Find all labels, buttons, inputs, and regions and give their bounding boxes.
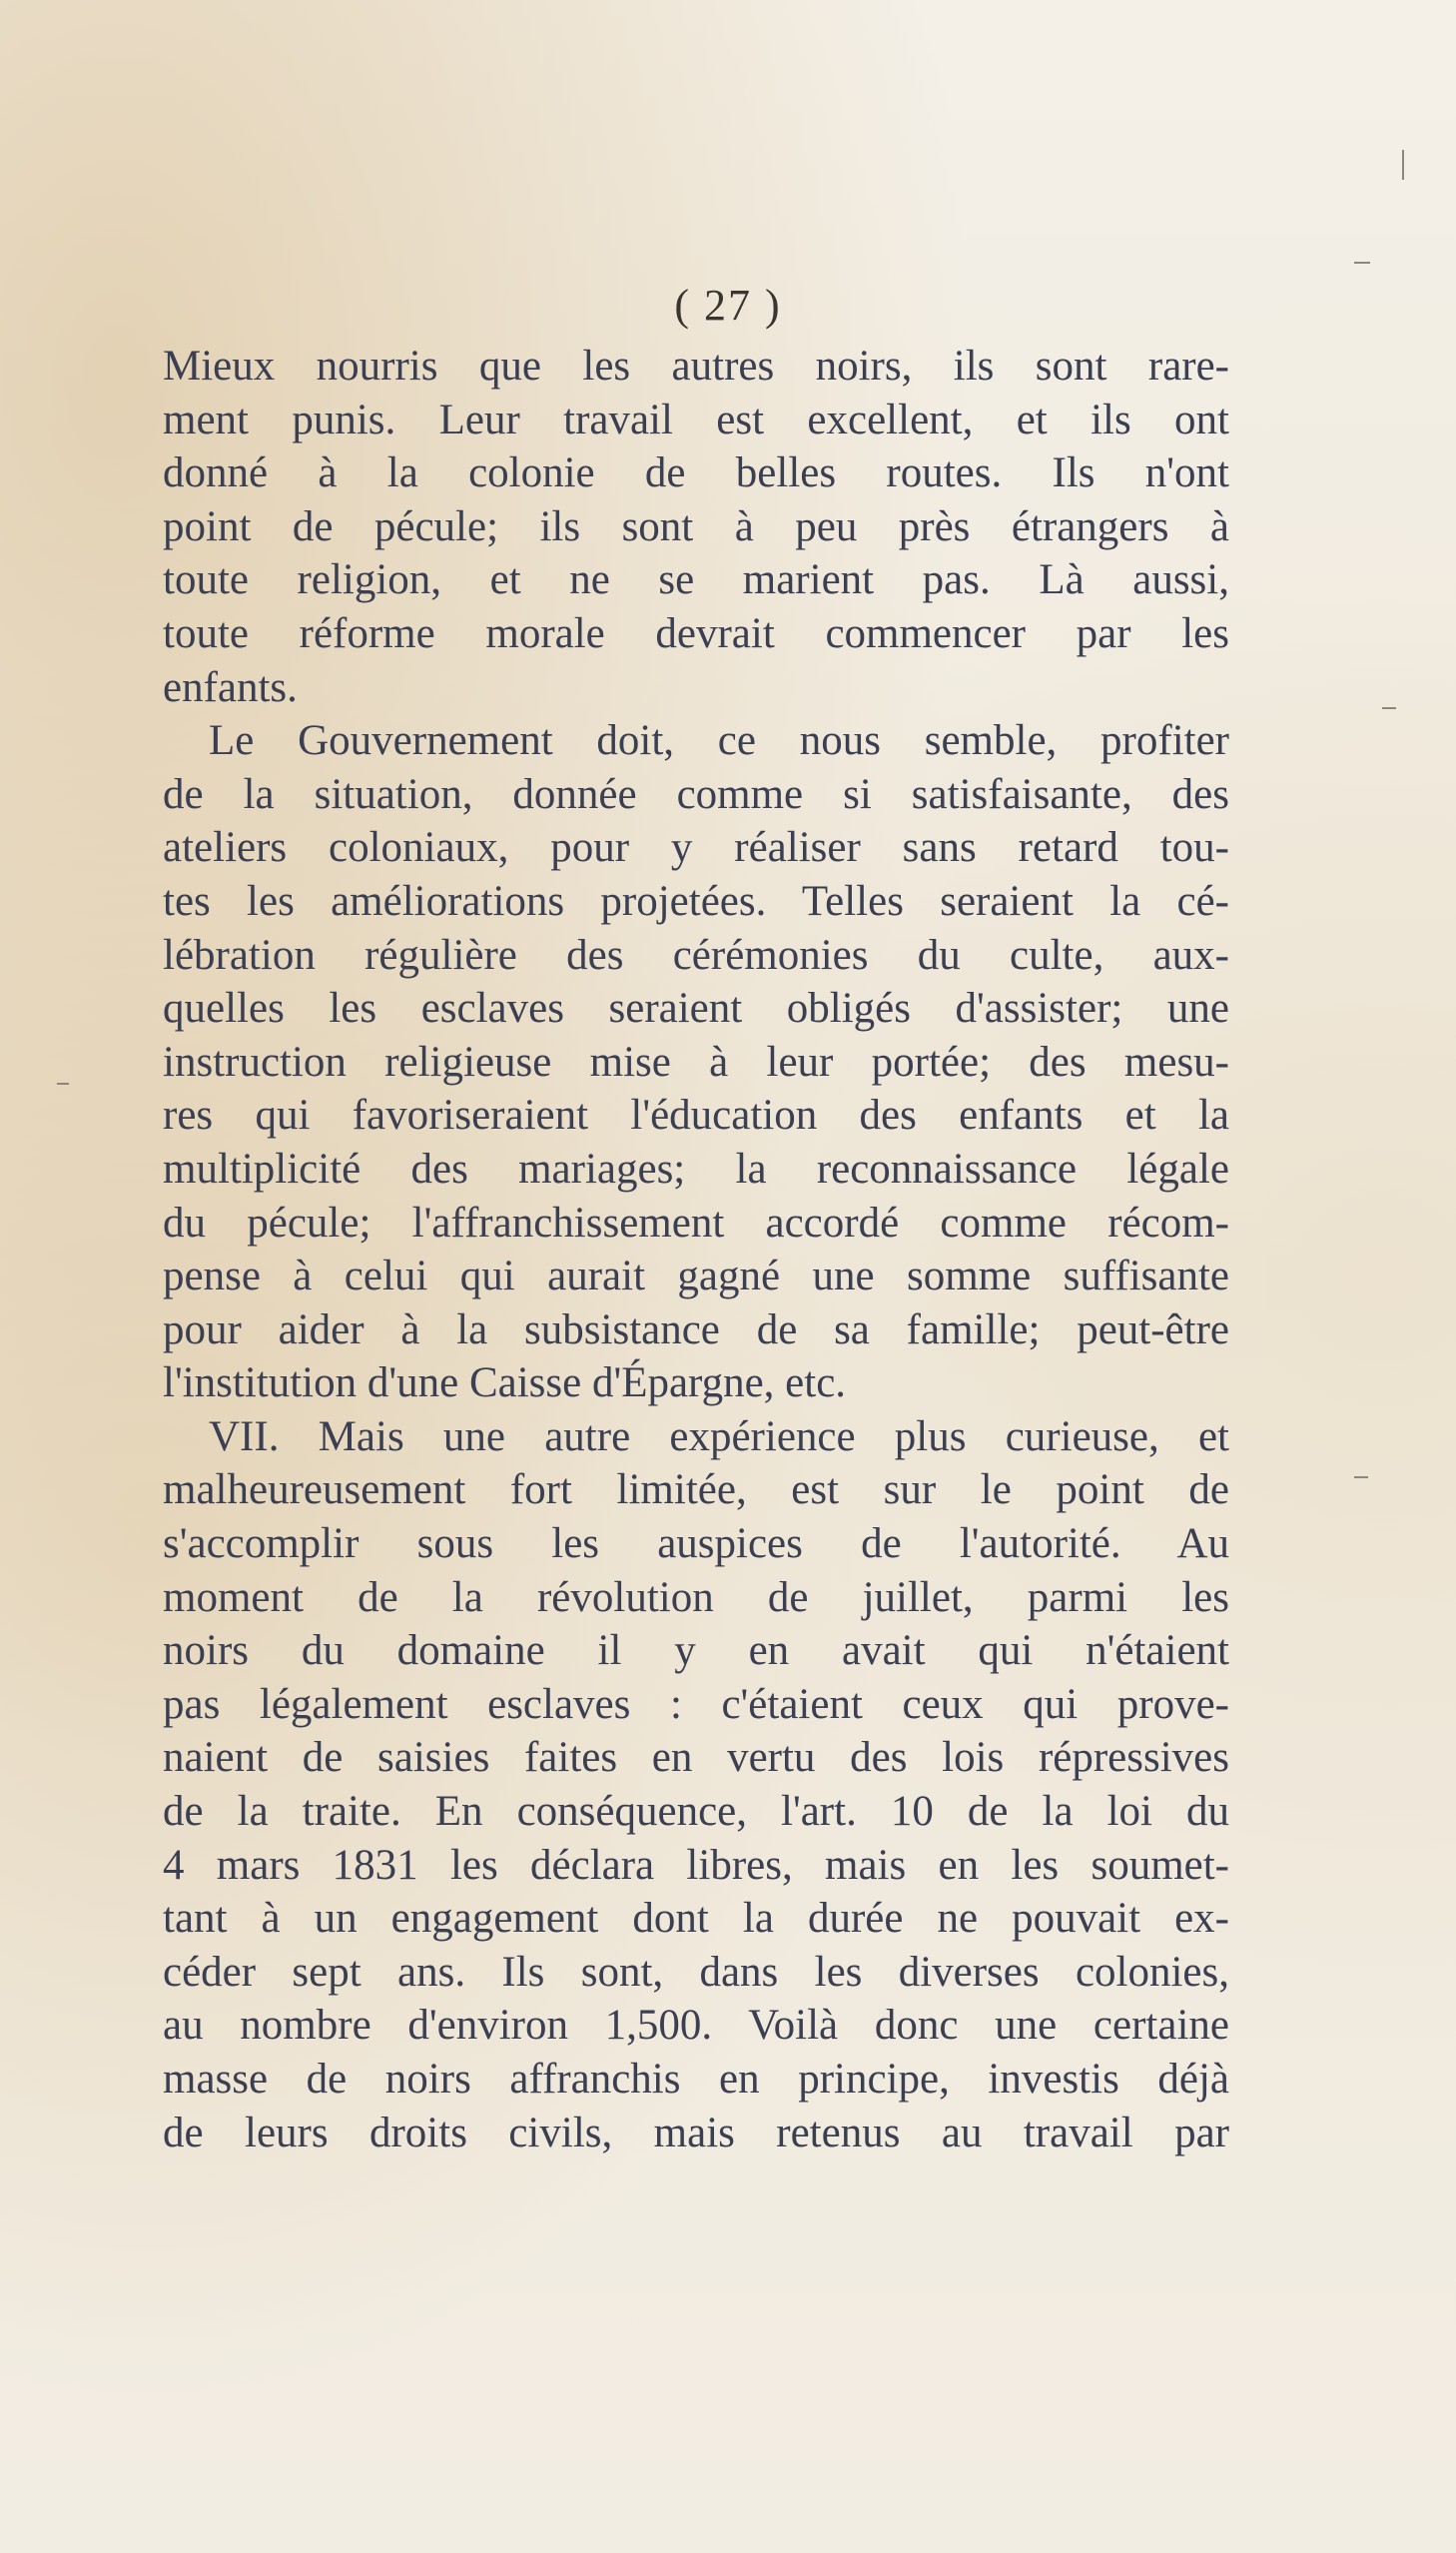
text-line: instruction religieuse mise à leur portée; des mesu- <box>163 1038 1229 1086</box>
text-line: res qui favoriseraient l'éducation des enfants et la <box>163 1092 1229 1140</box>
text-line: enfants. <box>163 663 298 711</box>
margin-mark <box>1354 1476 1368 1478</box>
body-text <box>163 340 1229 2159</box>
margin-mark <box>1354 262 1370 264</box>
page-number: ( 27 ) <box>674 281 782 330</box>
text-line: s'accomplir sous les auspices de l'autorité. Au <box>163 1520 1229 1568</box>
text-line: pense à celui qui aurait gagné une somme suffisante <box>163 1253 1229 1300</box>
margin-mark <box>1382 707 1396 709</box>
text-line: du pécule; l'affranchissement accordé comme récom- <box>163 1199 1229 1247</box>
text-line: de la traite. En conséquence, l'art. 10 de la loi du <box>163 1788 1229 1836</box>
text-line: de leurs droits civils, mais retenus au travail par <box>163 2109 1229 2156</box>
text-line: au nombre d'environ 1,500. Voilà donc une certaine <box>163 2002 1229 2050</box>
text-line: 4 mars 1831 les déclara libres, mais en les soumet- <box>163 1841 1229 1889</box>
text-line: VII. Mais une autre expérience plus curieuse, et <box>209 1412 1229 1460</box>
text-line: Mieux nourris que les autres noirs, ils sont rare- <box>163 343 1229 390</box>
text-line: pas légalement esclaves : c'étaient ceux qui prove- <box>163 1680 1229 1728</box>
text-line: toute religion, et ne se marient pas. Là aussi, <box>163 556 1229 604</box>
text-line: lébration régulière des cérémonies du culte, aux- <box>163 931 1229 979</box>
text-line: moment de la révolution de juillet, parmi les <box>163 1573 1229 1621</box>
margin-mark <box>57 1083 69 1085</box>
text-line: Le Gouvernement doit, ce nous semble, profiter <box>209 717 1229 765</box>
text-line: ateliers coloniaux, pour y réaliser sans retard tou- <box>163 824 1229 872</box>
text-line: tant à un engagement dont la durée ne pouvait ex- <box>163 1895 1229 1943</box>
text-line: céder sept ans. Ils sont, dans les diverses colonies, <box>163 1948 1229 1996</box>
text-line: quelles les esclaves seraient obligés d'assister; une <box>163 985 1229 1033</box>
text-line: noirs du domaine il y en avait qui n'étaient <box>163 1627 1229 1675</box>
text-line: de la situation, donnée comme si satisfaisante, des <box>163 770 1229 818</box>
text-line: masse de noirs affranchis en principe, investis déjà <box>163 2056 1229 2103</box>
text-line: multiplicité des mariages; la reconnaissance légale <box>163 1145 1229 1193</box>
text-line: pour aider à la subsistance de sa famille; peut-être <box>163 1305 1229 1353</box>
text-line: ment punis. Leur travail est excellent, et ils ont <box>163 396 1229 443</box>
text-line: l'institution d'une Caisse d'Épargne, etc. <box>163 1359 847 1407</box>
text-line: donné à la colonie de belles routes. Ils n'ont <box>163 449 1229 497</box>
margin-mark <box>1402 150 1404 180</box>
text-line: toute réforme morale devrait commencer par les <box>163 609 1229 657</box>
text-line: tes les améliorations projetées. Telles seraient la cé- <box>163 877 1229 925</box>
text-line: malheureusement fort limitée, est sur le point de <box>163 1466 1229 1514</box>
text-line: naient de saisies faites en vertu des lois répressives <box>163 1734 1229 1782</box>
text-line: point de pécule; ils sont à peu près étrangers à <box>163 502 1229 550</box>
